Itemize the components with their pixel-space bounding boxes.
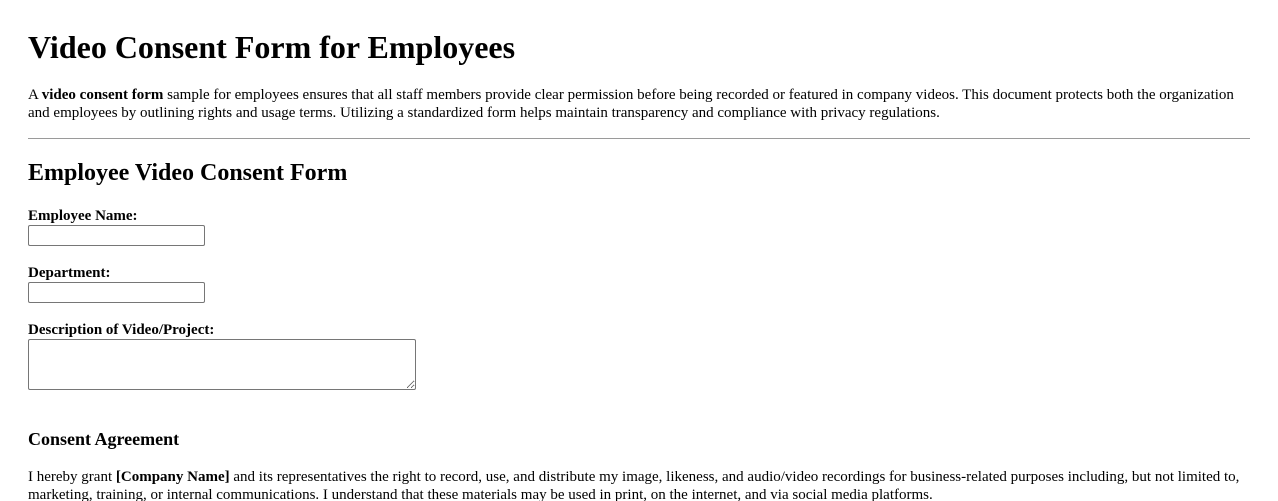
consent-prefix: I hereby grant bbox=[28, 469, 116, 485]
consent-suffix: and its representatives the right to record, use, and distribute my image, likeness, and audio/video recordings for business-related purposes including, but not limited to, marketing, training, or internal communications. I understand that these materials may be used in print, on the internet, and via social media platforms. bbox=[28, 469, 1240, 501]
page-title: Video Consent Form for Employees bbox=[28, 29, 516, 65]
consent-heading: Consent Agreement bbox=[28, 429, 180, 449]
intro-prefix: A bbox=[28, 87, 42, 103]
form-heading: Employee Video Consent Form bbox=[28, 160, 348, 186]
intro-bold-term: video consent form bbox=[41, 87, 164, 103]
company-name-placeholder: [Company Name] bbox=[115, 469, 230, 485]
intro-suffix: sample for employees ensures that all staff members provide clear permission before being recorded or featured in company videos. This document protects both the organization and employees by outlining rights and usage terms. Utilizing a standardized form helps maintain transparency and compliance with privacy regulations. bbox=[28, 87, 1234, 121]
employee-name-label: Employee Name: bbox=[28, 208, 138, 224]
intro-paragraph bbox=[28, 86, 1250, 122]
section-divider bbox=[28, 138, 1250, 139]
employee-name-input[interactable] bbox=[28, 225, 205, 246]
consent-paragraph bbox=[28, 468, 1250, 501]
department-input[interactable] bbox=[28, 282, 205, 303]
description-label: Description of Video/Project: bbox=[28, 322, 215, 338]
description-textarea[interactable] bbox=[28, 339, 416, 390]
department-label: Department: bbox=[28, 265, 111, 281]
